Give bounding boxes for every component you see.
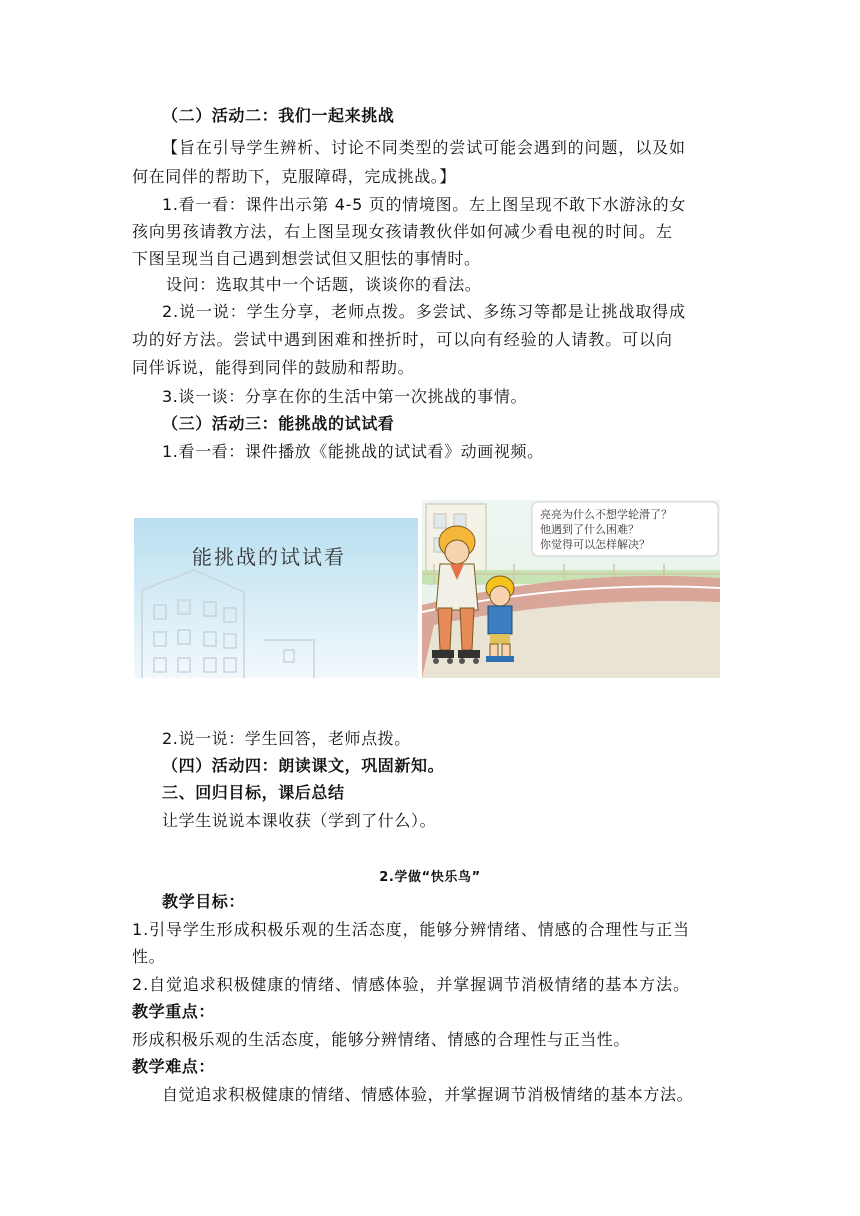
activity4-heading: （四）活动四：朗读课文，巩固新知。 [162,756,445,775]
activity3-heading: （三）活动三：能挑战的试试看 [162,414,395,433]
look1-line3: 下图呈现当自己遇到想尝试但又胆怯的事情时。 [132,249,481,268]
activity3-say: 2.说一说：学生回答，老师点拨。 [162,729,411,748]
lesson2-goal2: 2.自觉追求积极健康的情绪、情感体验，并掌握调节消极情绪的基本方法。 [132,975,690,994]
say2-line1: 2.说一说：学生分享，老师点拨。多尝试、多练习等都是让挑战取得成 [162,302,687,321]
lesson2-difficulty-label: 教学难点： [132,1057,216,1076]
section3-heading: 三、回归目标，课后总结 [162,783,345,802]
activity3-look: 1.看一看：课件播放《能挑战的试试看》动画视频。 [162,442,544,461]
bubble-line-3: 你觉得可以怎样解决？ [540,538,650,551]
activity2-heading: （二）活动二：我们一起来挑战 [162,106,395,125]
lesson2-key-label: 教学重点： [132,1002,216,1021]
lesson2-goal1-line1: 1.引导学生形成积极乐观的生活态度，能够分辨情绪、情感的合理性与正当 [132,920,690,939]
look1-line2: 孩向男孩请教方法，右上图呈现女孩请教伙伴如何减少看电视的时间。左 [132,222,673,241]
lesson2-difficulty-text: 自觉追求积极健康的情绪、情感体验，并掌握调节消极情绪的基本方法。 [162,1085,694,1104]
bubble-line-1: 亮亮为什么不想学轮滑了？ [540,508,672,521]
activity2-intent-line2: 何在同伴的帮助下，克服障碍，完成挑战。】 [132,167,457,186]
question-text: 设问：选取其中一个话题，谈谈你的看法。 [166,275,482,294]
talk3-text: 3.谈一谈：分享在你的生活中第一次挑战的事情。 [162,387,528,406]
lesson2-key-text: 形成积极乐观的生活态度，能够分辨情绪、情感的合理性与正当性。 [132,1030,631,1049]
section3-text: 让学生说说本课收获（学到了什么）。 [162,811,437,830]
bubble-line-2: 他遇到了什么困难？ [540,523,639,536]
say2-line2: 功的好方法。尝试中遇到困难和挫折时，可以向有经验的人请教。可以向 [132,330,673,349]
lesson2-goal1-line2: 性。 [132,947,166,966]
lesson2-title: 2.学做“快乐鸟” [379,870,481,885]
lesson2-goals-label: 教学目标： [162,892,246,911]
illustration-graphic [134,500,720,678]
activity2-intent-line1: 【旨在引导学生辨析、讨论不同类型的尝试可能会遇到的问题，以及如 [162,138,686,157]
look1-line1: 1.看一看：课件出示第 4-5 页的情境图。左上图呈现不敢下水游泳的女 [162,195,687,214]
say2-line3: 同伴诉说，能得到同伴的鼓励和帮助。 [132,358,415,377]
lesson-illustration [134,500,720,678]
illustration-title: 能挑战的试试看 [192,545,346,569]
